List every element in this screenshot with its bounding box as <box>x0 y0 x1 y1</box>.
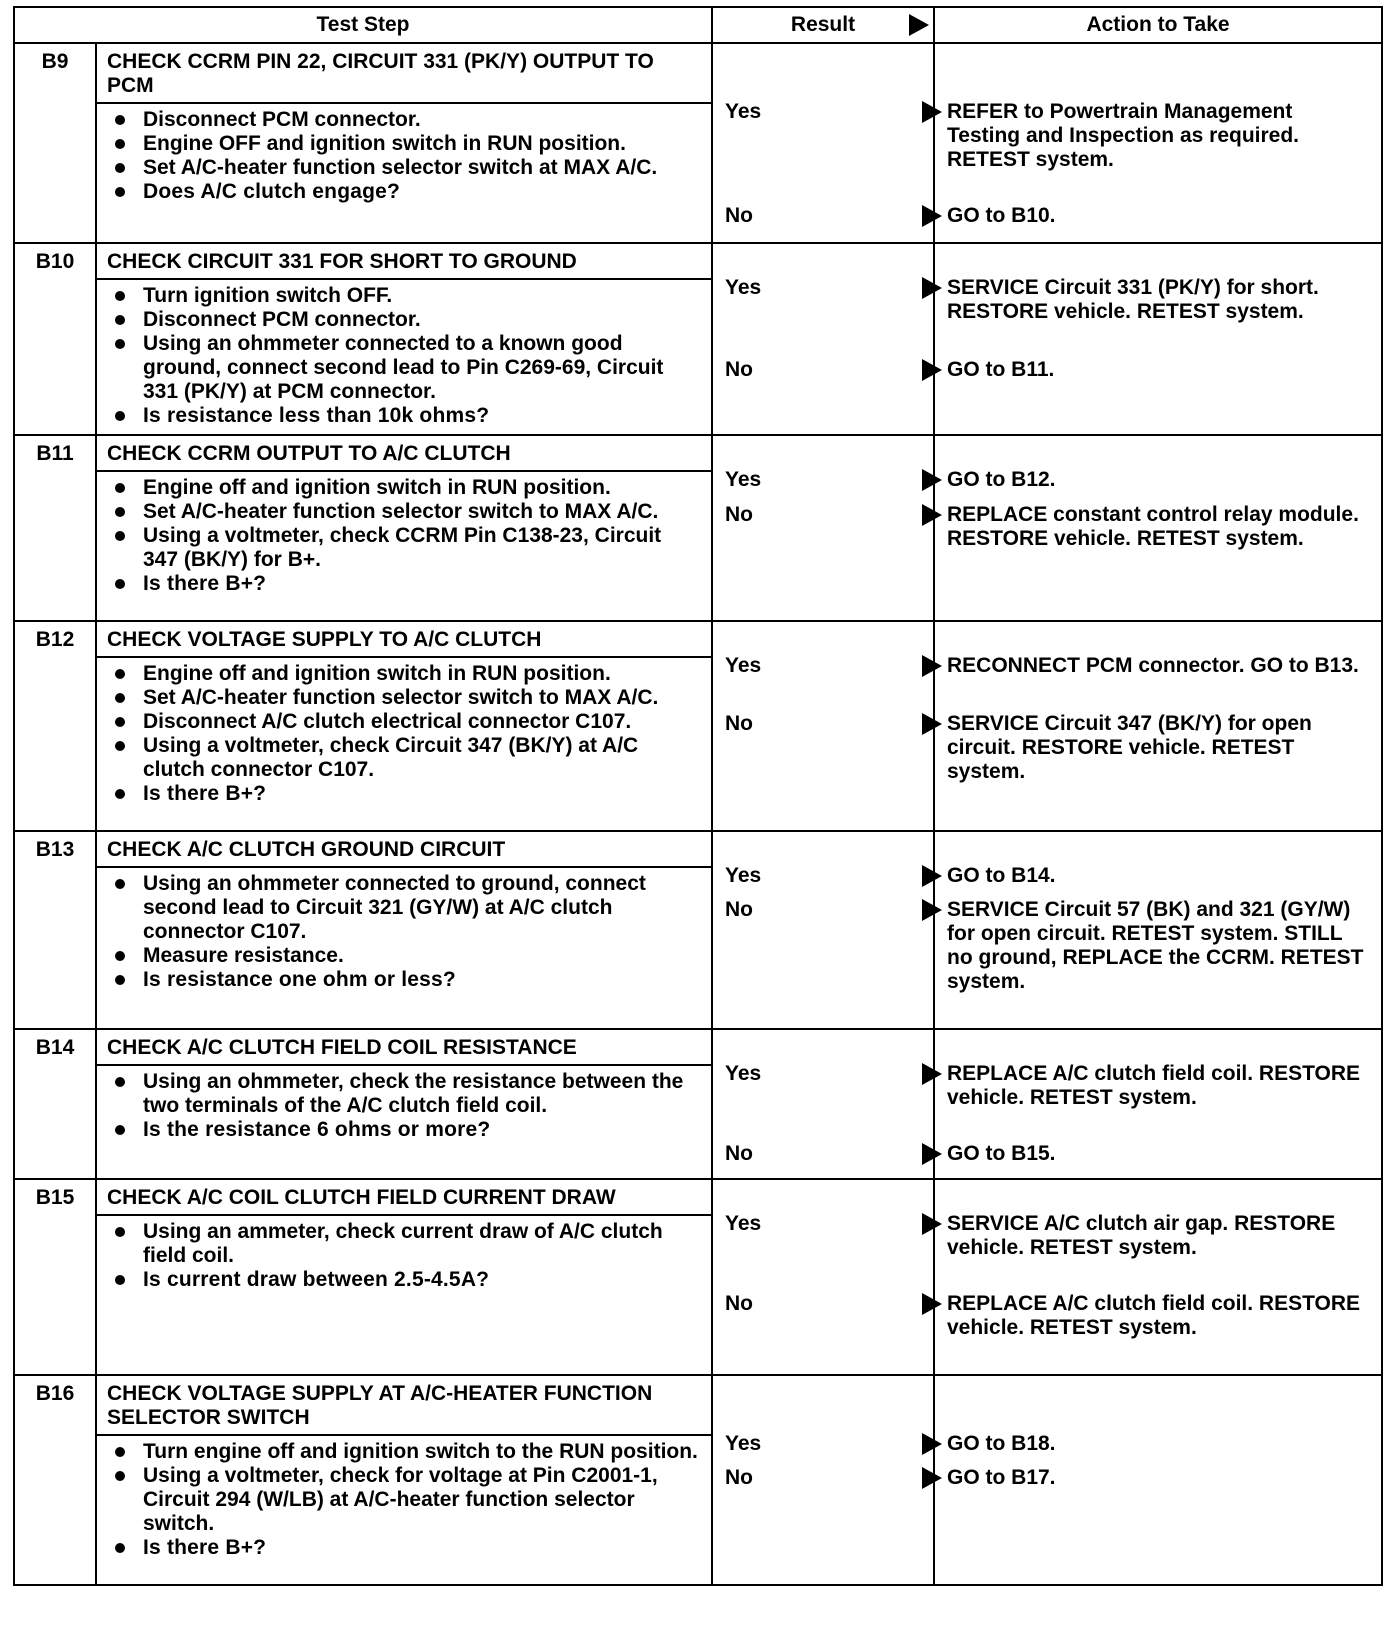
step-id: B9 <box>14 43 96 243</box>
step-id: B14 <box>14 1029 96 1179</box>
result-label: No <box>725 204 753 227</box>
action-no: REPLACE A/C clutch field coil. RESTORE vehicle. RETEST system. <box>947 1292 1361 1339</box>
step-id: B16 <box>14 1375 96 1585</box>
step-instruction: Set A/C-heater function selector switch to MAX A/C. <box>107 500 701 524</box>
pinpoint-test-table <box>13 6 1383 1586</box>
header-row <box>14 7 1382 43</box>
header-action: Action to Take <box>934 7 1382 43</box>
diagnostic-table-page <box>13 6 1381 1586</box>
action-no: REPLACE constant control relay module. RESTORE vehicle. RETEST system. <box>947 503 1359 550</box>
step-instructions <box>96 867 712 1029</box>
step-instructions <box>96 1435 712 1585</box>
action-no: GO to B11. <box>947 358 1055 381</box>
action-yes: GO to B14. <box>947 864 1056 887</box>
action-yes: REPLACE A/C clutch field coil. RESTORE vehicle. RETEST system. <box>947 1062 1361 1109</box>
action-yes: RECONNECT PCM connector. GO to B13. <box>947 654 1359 677</box>
step-id: B12 <box>14 621 96 831</box>
test-step-b11-title-row <box>14 435 1382 471</box>
action-cell <box>934 243 1382 435</box>
step-instruction: Using an ammeter, check current draw of A/C clutch field coil. <box>107 1220 701 1268</box>
step-instructions <box>96 279 712 435</box>
header-test-step: Test Step <box>14 7 712 43</box>
result-cell <box>712 1179 934 1375</box>
arrow-right-icon <box>909 14 929 36</box>
step-id: B11 <box>14 435 96 621</box>
step-instruction: Engine off and ignition switch in RUN position. <box>107 476 701 500</box>
step-question: Is current draw between 2.5-4.5A? <box>107 1268 701 1292</box>
step-instruction: Engine OFF and ignition switch in RUN position. <box>107 132 701 156</box>
result-label: Yes <box>725 864 762 887</box>
step-instruction: Disconnect PCM connector. <box>107 308 701 332</box>
result-no <box>725 1142 753 1166</box>
step-instruction: Using a voltmeter, check for voltage at Pin C2001-1, Circuit 294 (W/LB) at A/C-heater function selector switch. <box>107 1464 701 1536</box>
result-yes <box>725 1212 761 1236</box>
result-label: Yes <box>725 1432 762 1455</box>
result-no <box>725 898 753 922</box>
step-question: Does A/C clutch engage? <box>107 180 701 204</box>
step-instruction: Engine off and ignition switch in RUN position. <box>107 662 701 686</box>
step-title: CHECK CCRM PIN 22, CIRCUIT 331 (PK/Y) OUTPUT TO PCM <box>96 43 712 103</box>
result-yes <box>725 100 761 124</box>
step-instructions <box>96 1065 712 1179</box>
action-yes: GO to B18. <box>947 1432 1056 1455</box>
result-cell <box>712 1375 934 1585</box>
header-result <box>712 7 934 43</box>
result-label: No <box>725 712 753 735</box>
action-no: GO to B17. <box>947 1466 1056 1489</box>
result-no <box>725 1292 753 1316</box>
result-yes <box>725 1062 761 1086</box>
result-label: Yes <box>725 1062 762 1085</box>
test-step-b13-title-row <box>14 831 1382 867</box>
result-cell <box>712 621 934 831</box>
test-step-b15-title-row <box>14 1179 1382 1215</box>
test-step-b12-title-row <box>14 621 1382 657</box>
result-cell <box>712 435 934 621</box>
result-no <box>725 358 753 382</box>
action-cell <box>934 1179 1382 1375</box>
step-title: CHECK VOLTAGE SUPPLY TO A/C CLUTCH <box>96 621 712 657</box>
result-no <box>725 1466 753 1490</box>
step-instruction: Using an ohmmeter connected to ground, connect second lead to Circuit 321 (GY/W) at A/C clutch connector C107. <box>107 872 701 944</box>
step-instruction: Using an ohmmeter, check the resistance between the two terminals of the A/C clutch field coil. <box>107 1070 701 1118</box>
step-question: Is resistance less than 10k ohms? <box>107 404 701 428</box>
test-step-b14-title-row <box>14 1029 1382 1065</box>
action-yes: SERVICE A/C clutch air gap. RESTORE vehicle. RETEST system. <box>947 1212 1336 1259</box>
step-instruction: Turn ignition switch OFF. <box>107 284 701 308</box>
step-instruction: Using a voltmeter, check Circuit 347 (BK/Y) at A/C clutch connector C107. <box>107 734 701 782</box>
step-instructions <box>96 471 712 621</box>
result-yes <box>725 654 761 678</box>
step-instruction: Disconnect A/C clutch electrical connector C107. <box>107 710 701 734</box>
result-no <box>725 204 753 228</box>
step-question: Is resistance one ohm or less? <box>107 968 701 992</box>
action-no: SERVICE Circuit 57 (BK) and 321 (GY/W) for open circuit. RETEST system. STILL no ground, REPLACE the CCRM. RETEST system. <box>947 898 1364 993</box>
step-instruction: Using a voltmeter, check CCRM Pin C138-23, Circuit 347 (BK/Y) for B+. <box>107 524 701 572</box>
step-id: B15 <box>14 1179 96 1375</box>
action-no: GO to B10. <box>947 204 1056 227</box>
result-label: No <box>725 358 753 381</box>
action-no: GO to B15. <box>947 1142 1056 1165</box>
result-label: No <box>725 1466 753 1489</box>
step-instruction: Turn engine off and ignition switch to the RUN position. <box>107 1440 701 1464</box>
test-step-b16-title-row <box>14 1375 1382 1435</box>
step-instructions <box>96 103 712 243</box>
result-yes <box>725 1432 761 1456</box>
result-yes <box>725 276 761 300</box>
step-question: Is there B+? <box>107 1536 701 1560</box>
step-question: Is the resistance 6 ohms or more? <box>107 1118 701 1142</box>
step-title: CHECK CCRM OUTPUT TO A/C CLUTCH <box>96 435 712 471</box>
result-no <box>725 503 753 527</box>
result-cell <box>712 831 934 1029</box>
result-label: No <box>725 1142 753 1165</box>
result-cell <box>712 1029 934 1179</box>
result-label: No <box>725 1292 753 1315</box>
step-instruction: Set A/C-heater function selector switch to MAX A/C. <box>107 686 701 710</box>
step-instruction: Using an ohmmeter connected to a known good ground, connect second lead to Pin C269-69, Circuit 331 (PK/Y) at PCM connector. <box>107 332 701 404</box>
action-cell <box>934 43 1382 243</box>
header-result-label: Result <box>790 13 856 36</box>
step-question: Is there B+? <box>107 572 701 596</box>
step-title: CHECK VOLTAGE SUPPLY AT A/C-HEATER FUNCTION SELECTOR SWITCH <box>96 1375 712 1435</box>
step-title: CHECK A/C CLUTCH GROUND CIRCUIT <box>96 831 712 867</box>
step-id: B13 <box>14 831 96 1029</box>
step-instructions <box>96 657 712 831</box>
action-yes: SERVICE Circuit 331 (PK/Y) for short. RESTORE vehicle. RETEST system. <box>947 276 1319 323</box>
test-step-b9-title-row <box>14 43 1382 103</box>
result-label: Yes <box>725 654 762 677</box>
action-no: SERVICE Circuit 347 (BK/Y) for open circuit. RESTORE vehicle. RETEST system. <box>947 712 1312 783</box>
result-label: Yes <box>725 1212 762 1235</box>
test-step-b10-title-row <box>14 243 1382 279</box>
step-instructions <box>96 1215 712 1375</box>
step-instruction: Measure resistance. <box>107 944 701 968</box>
step-instruction: Disconnect PCM connector. <box>107 108 701 132</box>
action-cell <box>934 1029 1382 1179</box>
result-label: Yes <box>725 100 762 123</box>
step-title: CHECK CIRCUIT 331 FOR SHORT TO GROUND <box>96 243 712 279</box>
action-cell <box>934 435 1382 621</box>
action-cell <box>934 621 1382 831</box>
result-cell <box>712 43 934 243</box>
action-cell <box>934 1375 1382 1585</box>
step-id: B10 <box>14 243 96 435</box>
result-label: No <box>725 898 753 921</box>
result-no <box>725 712 753 736</box>
action-cell <box>934 831 1382 1029</box>
step-question: Is there B+? <box>107 782 701 806</box>
result-cell <box>712 243 934 435</box>
result-label: Yes <box>725 468 762 491</box>
result-label: Yes <box>725 276 762 299</box>
result-yes <box>725 468 761 492</box>
step-instruction: Set A/C-heater function selector switch at MAX A/C. <box>107 156 701 180</box>
action-yes: GO to B12. <box>947 468 1056 491</box>
step-title: CHECK A/C COIL CLUTCH FIELD CURRENT DRAW <box>96 1179 712 1215</box>
action-yes: REFER to Powertrain Management Testing and Inspection as required. RETEST system. <box>947 100 1300 171</box>
step-title: CHECK A/C CLUTCH FIELD COIL RESISTANCE <box>96 1029 712 1065</box>
result-yes <box>725 864 761 888</box>
result-label: No <box>725 503 753 526</box>
